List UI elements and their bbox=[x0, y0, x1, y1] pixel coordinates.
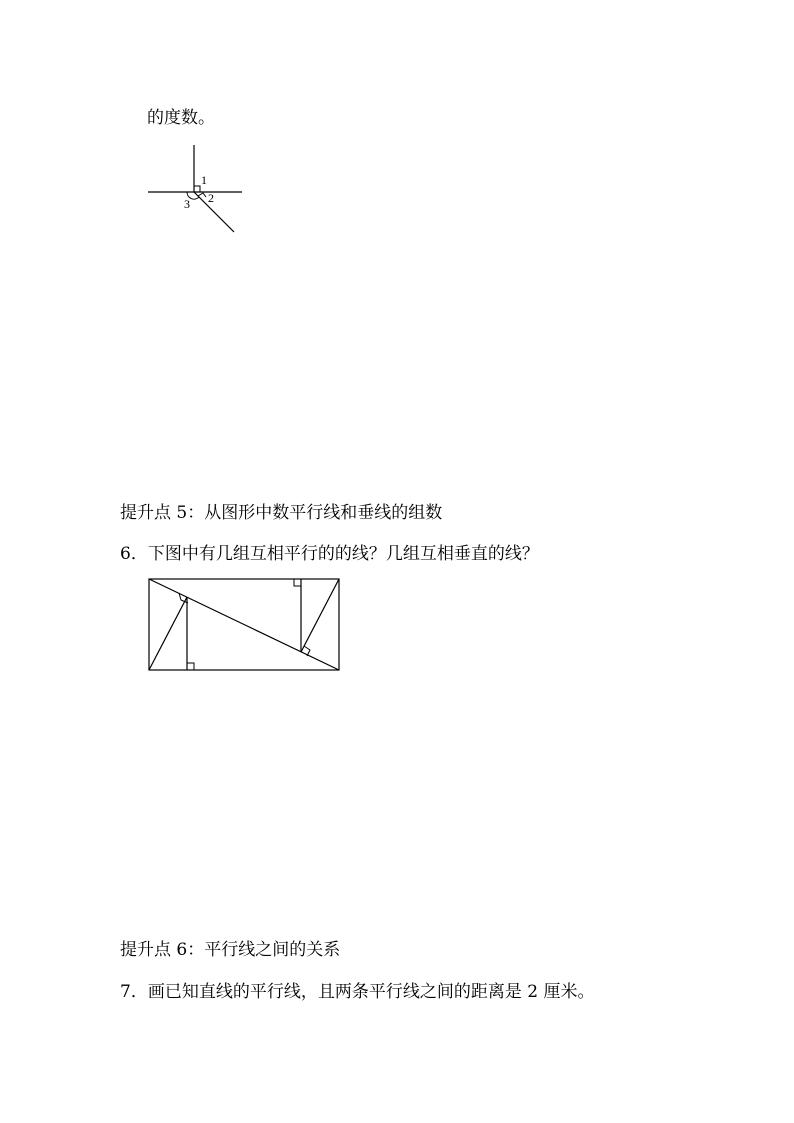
angle-label-2: 2 bbox=[208, 191, 214, 205]
question6-text: 6．下图中有几组互相平行的的线？几组互相垂直的线？ bbox=[120, 544, 539, 564]
right-angle-mark bbox=[194, 186, 200, 192]
angle-figure bbox=[140, 140, 250, 240]
right-angle-mark-right-top bbox=[294, 579, 301, 586]
right-angle-mark-left-bottom bbox=[187, 663, 194, 670]
right-slant-segment bbox=[301, 579, 339, 652]
left-slant-segment bbox=[149, 597, 187, 670]
section5-heading: 提升点 5：从图形中数平行线和垂线的组数 bbox=[120, 503, 443, 523]
section6-heading: 提升点 6：平行线之间的关系 bbox=[120, 940, 341, 960]
rectangle-figure bbox=[140, 570, 350, 680]
angle-label-1: 1 bbox=[201, 173, 207, 187]
angle-label-3: 3 bbox=[184, 197, 190, 211]
question7-text: 7．画已知直线的平行线，且两条平行线之间的距离是 2 厘米。 bbox=[120, 982, 595, 1002]
diagonal-line bbox=[149, 579, 339, 670]
intro-continuation: 的度数。 bbox=[147, 108, 215, 128]
oblique-line bbox=[194, 192, 234, 232]
